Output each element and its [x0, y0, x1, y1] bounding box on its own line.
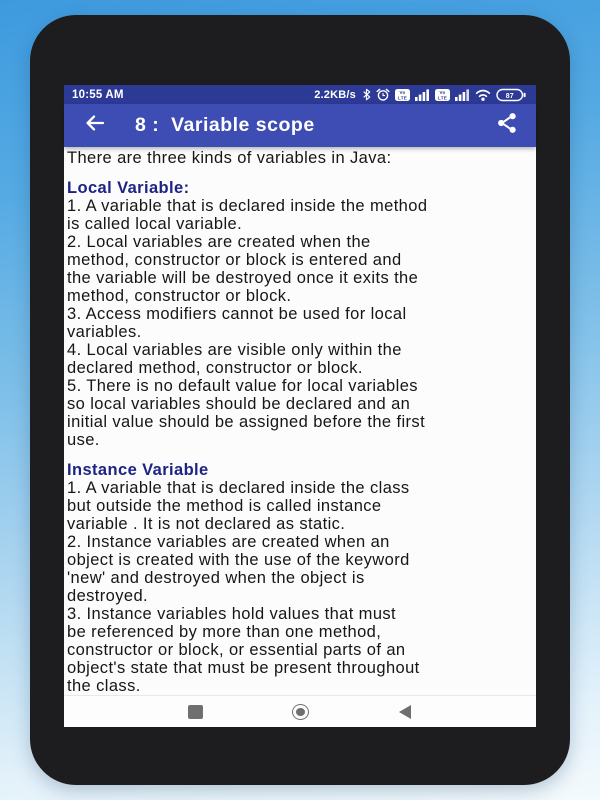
content-line: declared method, constructor or block. — [67, 359, 363, 377]
content-line: 4. Local variables are visible only within the — [67, 341, 402, 359]
recents-button[interactable] — [185, 703, 205, 721]
text-block — [67, 479, 534, 695]
content-line: 3. Instance variables hold values that must — [67, 605, 397, 623]
content-line: is called local variable. — [67, 215, 243, 233]
content-line: 3. Access modifiers cannot be used for local — [67, 305, 407, 323]
svg-text:Vo: Vo — [399, 89, 406, 95]
section-heading — [67, 461, 534, 479]
content-line: Instance Variable — [67, 461, 209, 479]
svg-text:87: 87 — [505, 92, 514, 100]
content-line: constructor or block, or essential parts of an — [67, 641, 406, 659]
content-line: 5. There is no default value for local variables — [67, 377, 418, 395]
page-title: 8 : Variable scope — [135, 114, 315, 136]
back-nav-button[interactable] — [395, 703, 415, 721]
content-line: object is created with the use of the keyword — [67, 551, 410, 569]
svg-text:LTE: LTE — [398, 94, 407, 100]
app-bar — [64, 104, 536, 147]
content-line: initial value should be assigned before the first — [67, 413, 426, 431]
content-line: variables. — [67, 323, 142, 341]
home-circle-icon — [292, 704, 309, 720]
navigation-bar — [64, 695, 536, 727]
status-bar — [64, 85, 536, 104]
alarm-icon — [376, 88, 390, 101]
text-block — [67, 149, 534, 167]
content-line: 1. A variable that is declared inside the class — [67, 479, 410, 497]
content-line: Local Variable: — [67, 179, 190, 197]
content-line: method, constructor or block. — [67, 287, 292, 305]
content-line: the variable will be destroyed once it exits the — [67, 269, 419, 287]
content-line: destroyed. — [67, 587, 149, 605]
volte-icon — [435, 89, 450, 101]
content-line: 2. Local variables are created when the — [67, 233, 371, 251]
status-icons — [314, 88, 526, 102]
recents-square-icon — [188, 705, 203, 719]
svg-text:Vo: Vo — [439, 89, 446, 95]
svg-text:LTE: LTE — [438, 94, 447, 100]
content-line: so local variables should be declared and an — [67, 395, 411, 413]
wifi-icon — [475, 89, 491, 101]
content-line: 2. Instance variables are created when an — [67, 533, 390, 551]
signal-icon — [415, 89, 430, 101]
back-button[interactable] — [82, 113, 108, 139]
network-speed: 2.2KB/s — [314, 88, 356, 101]
content-line: but outside the method is called instance — [67, 497, 382, 515]
signal-icon — [455, 89, 470, 101]
section-heading — [67, 179, 534, 197]
content-line: use. — [67, 431, 100, 449]
content-line: object's state that must be present throughout — [67, 659, 420, 677]
status-time: 10:55 AM — [72, 88, 124, 101]
content-line: the class. — [67, 677, 141, 695]
device-screen — [64, 85, 536, 712]
text-block — [67, 197, 534, 449]
share-icon — [495, 111, 519, 140]
content-line: 'new' and destroyed when the object is — [67, 569, 365, 587]
battery-icon — [496, 88, 526, 102]
arrow-left-icon — [83, 111, 107, 140]
share-button[interactable] — [494, 113, 520, 139]
bluetooth-icon — [362, 88, 371, 101]
lesson-content[interactable] — [64, 147, 536, 695]
home-button[interactable] — [290, 703, 310, 721]
tablet-frame — [30, 15, 570, 785]
back-triangle-icon — [399, 705, 411, 719]
content-line: There are three kinds of variables in Java: — [67, 149, 392, 167]
content-line: 1. A variable that is declared inside the method — [67, 197, 428, 215]
content-line: method, constructor or block is entered and — [67, 251, 402, 269]
content-line: variable . It is not declared as static. — [67, 515, 346, 533]
volte-icon — [395, 89, 410, 101]
content-line: be referenced by more than one method, — [67, 623, 382, 641]
